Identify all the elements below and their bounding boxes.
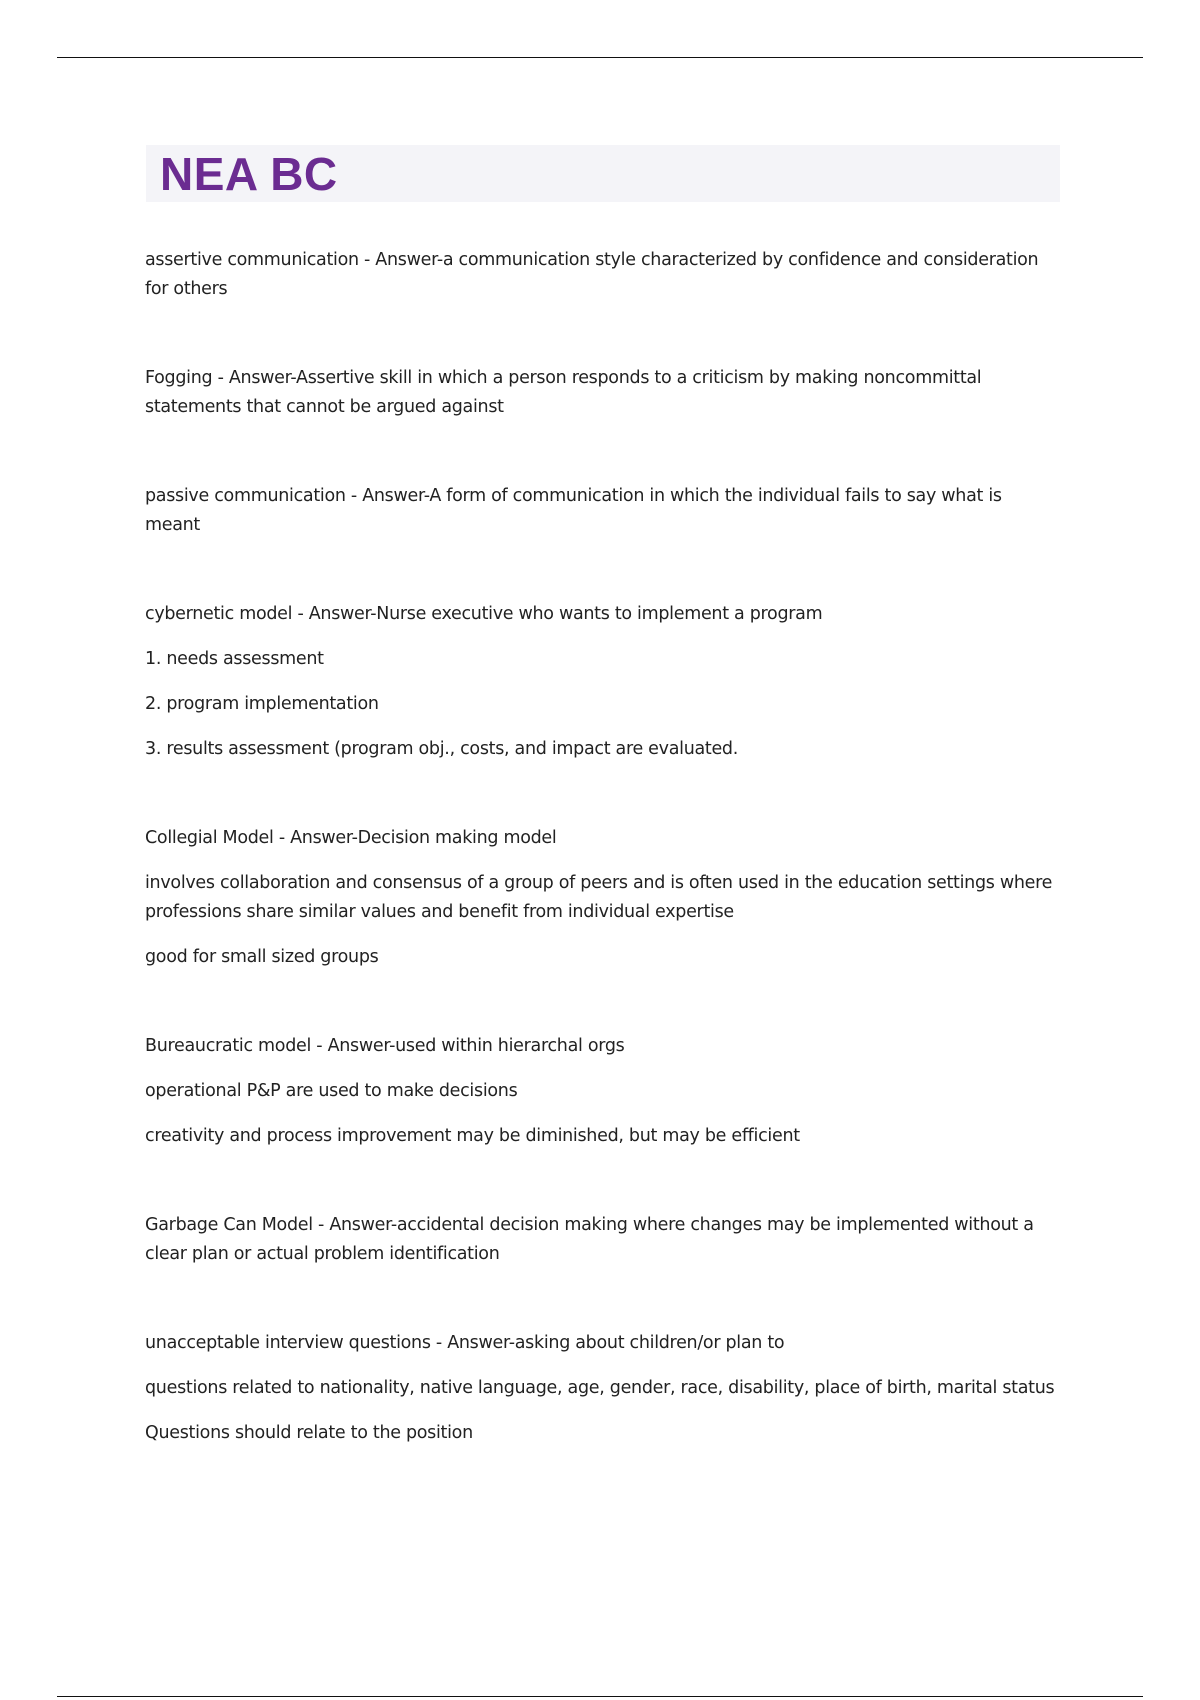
bottom-rule (57, 1696, 1143, 1697)
qa-list (145, 246, 1060, 1448)
qa-entry-collegial-model (145, 824, 1060, 972)
qa-entry-assertive-communication (145, 246, 1060, 304)
qa-entry-passive-communication (145, 482, 1060, 540)
qa-entry-unacceptable-interview-questions (145, 1329, 1060, 1448)
entry-line: passive communication - Answer-A form of communication in which the individual fails to say what is meant (145, 486, 1002, 535)
entry-line: 3. results assessment (program obj., costs, and impact are evaluated. (145, 739, 739, 759)
entry-line: unacceptable interview questions - Answer-asking about children/or plan to (145, 1333, 785, 1353)
entry-line: cybernetic model - Answer-Nurse executive who wants to implement a program (145, 604, 823, 624)
qa-entry-garbage-can-model (145, 1211, 1060, 1269)
entry-line: Fogging - Answer-Assertive skill in which a person responds to a criticism by making noncommittal statements that cannot be argued against (145, 368, 982, 417)
qa-entry-bureaucratic-model (145, 1032, 1060, 1151)
entry-line: 1. needs assessment (145, 649, 324, 669)
entry-line: Questions should relate to the position (145, 1423, 473, 1443)
title-band (146, 145, 1060, 202)
entry-line: creativity and process improvement may be diminished, but may be efficient (145, 1126, 800, 1146)
qa-entry-fogging (145, 364, 1060, 422)
entry-line: Collegial Model - Answer-Decision making model (145, 828, 557, 848)
entry-line: operational P&P are used to make decisions (145, 1081, 518, 1101)
entry-line: Garbage Can Model - Answer-accidental decision making where changes may be implemented without a clear plan or actual problem identification (145, 1215, 1034, 1264)
entry-line: involves collaboration and consensus of a group of peers and is often used in the education settings where professions share similar values and benefit from individual expertise (145, 873, 1053, 922)
document-page (145, 145, 1060, 1508)
top-rule (57, 57, 1143, 58)
entry-line: Bureaucratic model - Answer-used within hierarchal orgs (145, 1036, 625, 1056)
entry-line: assertive communication - Answer-a communication style characterized by confidence and consideration for others (145, 250, 1039, 299)
entry-line: questions related to nationality, native language, age, gender, race, disability, place of birth, marital status (145, 1378, 1055, 1398)
qa-entry-cybernetic-model (145, 600, 1060, 764)
entry-line: 2. program implementation (145, 694, 379, 714)
document-title: NEA BC (160, 147, 338, 200)
entry-line: good for small sized groups (145, 947, 379, 967)
